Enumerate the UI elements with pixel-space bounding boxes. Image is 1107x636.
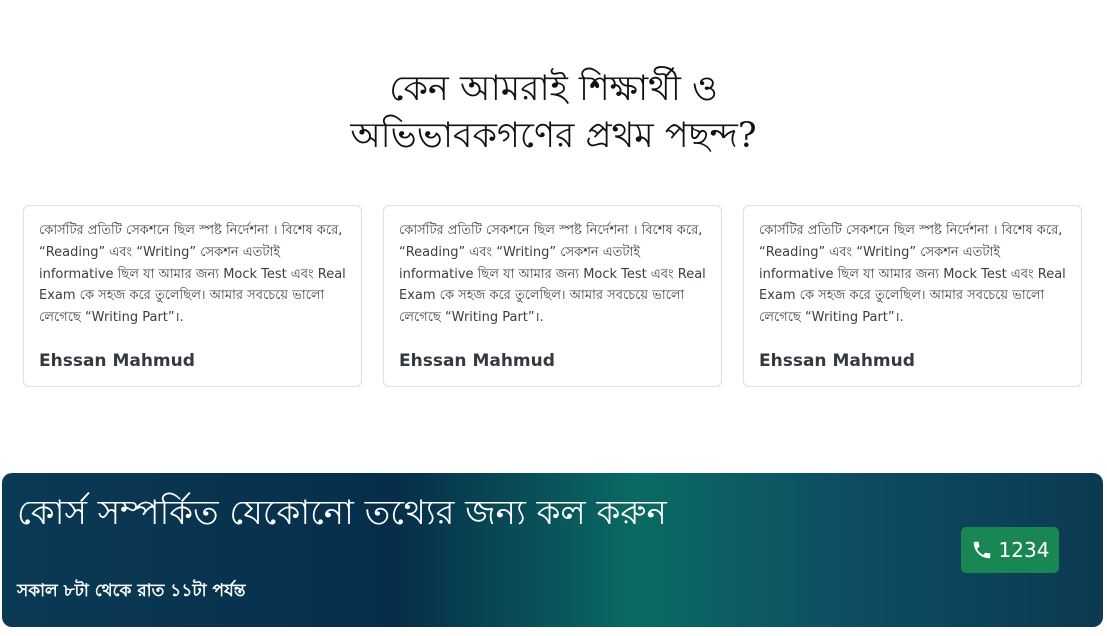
heading-line-2: অভিভাবকগণের প্রথম পছন্দ? <box>350 116 757 156</box>
testimonial-author: Ehssan Mahmud <box>39 351 195 371</box>
phone-icon <box>971 539 993 561</box>
banner-title: কোর্স সম্পর্কিত যেকোনো তথ্যের জন্য কল করুন <box>17 493 667 533</box>
section-heading <box>0 66 1107 160</box>
call-button[interactable] <box>961 527 1059 573</box>
testimonial-list <box>23 205 1083 387</box>
heading-line-1: কেন আমরাই শিক্ষার্থী ও <box>389 69 718 109</box>
testimonial-text: কোর্সটির প্রতিটি সেকশনে ছিল স্পষ্ট নির্দেশনা । বিশেষ করে, “Reading” এবং “Writing” সেকশন এতটাই informative ছিল যা আমার জন্য Mock Test এবং Real Exam কে সহজ করে তুলেছিল। আমার সবচেয়ে ভালো লেগেছে “Writing Part”।. <box>399 223 706 326</box>
testimonial-text: কোর্সটির প্রতিটি সেকশনে ছিল স্পষ্ট নির্দেশনা । বিশেষ করে, “Reading” এবং “Writing” সেকশন এতটাই informative ছিল যা আমার জন্য Mock Test এবং Real Exam কে সহজ করে তুলেছিল। আমার সবচেয়ে ভালো লেগেছে “Writing Part”।. <box>39 223 346 326</box>
call-banner <box>2 473 1103 627</box>
testimonial-card <box>23 205 362 387</box>
testimonial-author: Ehssan Mahmud <box>399 351 555 371</box>
testimonial-card <box>383 205 722 387</box>
testimonial-text: কোর্সটির প্রতিটি সেকশনে ছিল স্পষ্ট নির্দেশনা । বিশেষ করে, “Reading” এবং “Writing” সেকশন এতটাই informative ছিল যা আমার জন্য Mock Test এবং Real Exam কে সহজ করে তুলেছিল। আমার সবচেয়ে ভালো লেগেছে “Writing Part”।. <box>759 223 1066 326</box>
testimonial-card <box>743 205 1082 387</box>
testimonial-author: Ehssan Mahmud <box>759 351 915 371</box>
banner-subtitle: সকাল ৮টা থেকে রাত ১১টা পর্যন্ত <box>17 581 246 601</box>
call-number: 1234 <box>998 538 1050 562</box>
